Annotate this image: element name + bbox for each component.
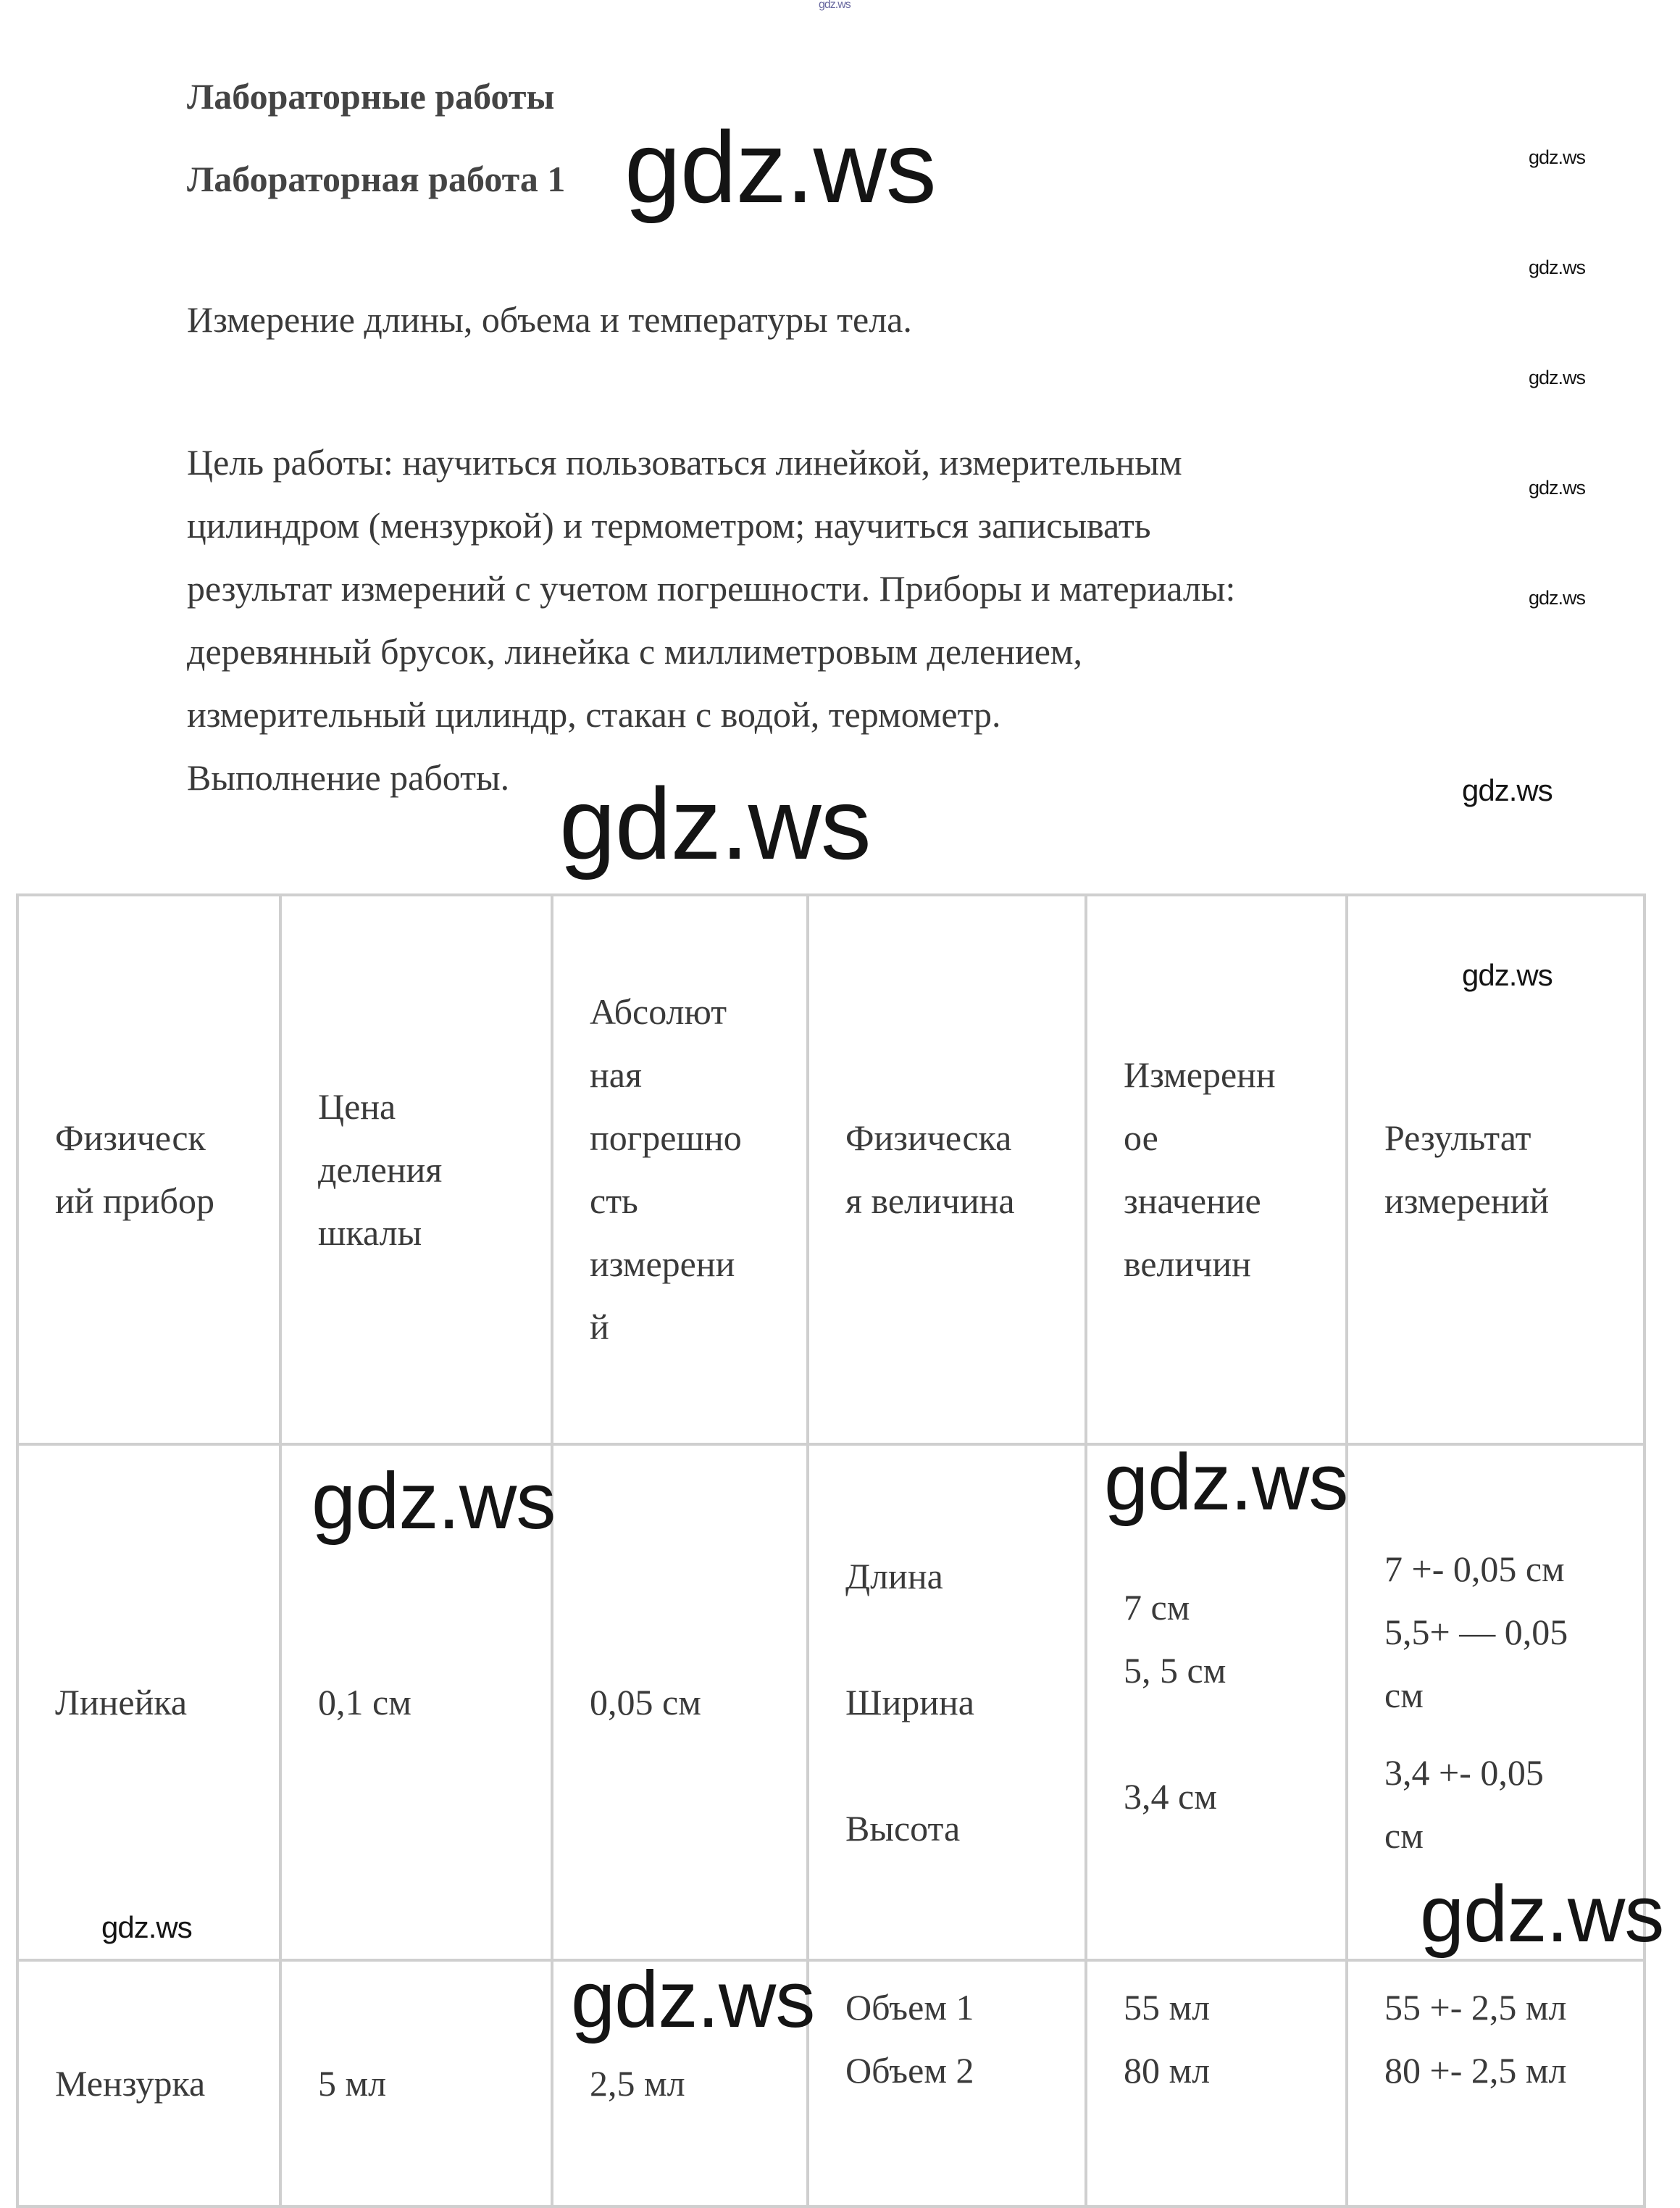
watermark-large: gdz.ws	[1104, 1438, 1348, 1527]
header-division: Цена деления шкалы	[280, 895, 552, 1444]
section-title: Лабораторные работы	[187, 76, 555, 117]
watermark-small: gdz.ws	[1529, 367, 1586, 388]
header-result: Результат измерений	[1347, 895, 1645, 1444]
work-title: Лабораторная работа 1	[187, 159, 566, 199]
header-measured: Измеренн ое значение величин	[1086, 895, 1347, 1444]
cell-abs-error: 0,05 см	[552, 1444, 808, 1960]
cell-quantity: Объем 1 Объем 2	[808, 1960, 1086, 2207]
goal-line: результат измерений с учетом погрешности. Приборы и материалы:	[187, 568, 1236, 609]
cell-result: 55 +- 2,5 мл 80 +- 2,5 мл	[1347, 1960, 1645, 2207]
watermark-tiny: gdz.ws	[819, 0, 851, 11]
watermark-medium: gdz.ws	[101, 1910, 192, 1944]
watermark-large: gdz.ws	[559, 767, 871, 880]
watermark-small: gdz.ws	[1529, 146, 1586, 168]
table-header-row	[17, 895, 1645, 1444]
watermark-small: gdz.ws	[1529, 477, 1586, 499]
topic-text: Измерение длины, объема и температуры тела.	[187, 299, 912, 340]
cell-abs-error: 2,5 мл	[552, 1960, 808, 2207]
watermark-large: gdz.ws	[312, 1457, 556, 1546]
watermark-large: gdz.ws	[624, 110, 936, 224]
cell-division: 0,1 см	[280, 1444, 552, 1960]
watermark-large: gdz.ws	[1420, 1870, 1664, 1959]
watermark-small: gdz.ws	[1529, 257, 1586, 278]
goal-line: Цель работы: научиться пользоваться линейкой, измерительным	[187, 442, 1182, 483]
goal-paragraph	[187, 431, 1235, 809]
cell-measured: 7 см 5, 5 см 3,4 см	[1086, 1444, 1347, 1960]
watermark-medium: gdz.ws	[1462, 773, 1552, 807]
table-row	[17, 1444, 1645, 1960]
cell-division: 5 мл	[280, 1960, 552, 2207]
cell-quantity: Длина Ширина Высота	[808, 1444, 1086, 1960]
goal-line: Выполнение работы.	[187, 757, 510, 798]
watermark-small: gdz.ws	[1529, 587, 1586, 609]
cell-result: 7 +- 0,05 см 5,5+ — 0,05 см 3,4 +- 0,05 см	[1347, 1444, 1645, 1960]
watermark-medium: gdz.ws	[1462, 958, 1552, 992]
lab-results-table	[16, 893, 1646, 2208]
goal-line: измерительный цилиндр, стакан с водой, термометр.	[187, 694, 1001, 735]
cell-device: Мензурка	[17, 1960, 280, 2207]
table-row	[17, 1960, 1645, 2207]
cell-device: Линейка	[17, 1444, 280, 1960]
goal-line: деревянный брусок, линейка с миллиметровым делением,	[187, 631, 1083, 672]
cell-measured: 55 мл 80 мл	[1086, 1960, 1347, 2207]
header-abs-error: Абсолют ная погрешно сть измерени й	[552, 895, 808, 1444]
watermark-large: gdz.ws	[571, 1955, 815, 2044]
goal-line: цилиндром (мензуркой) и термометром; научиться записывать	[187, 505, 1151, 546]
header-quantity: Физическа я величина	[808, 895, 1086, 1444]
header-device: Физическ ий прибор	[17, 895, 280, 1444]
